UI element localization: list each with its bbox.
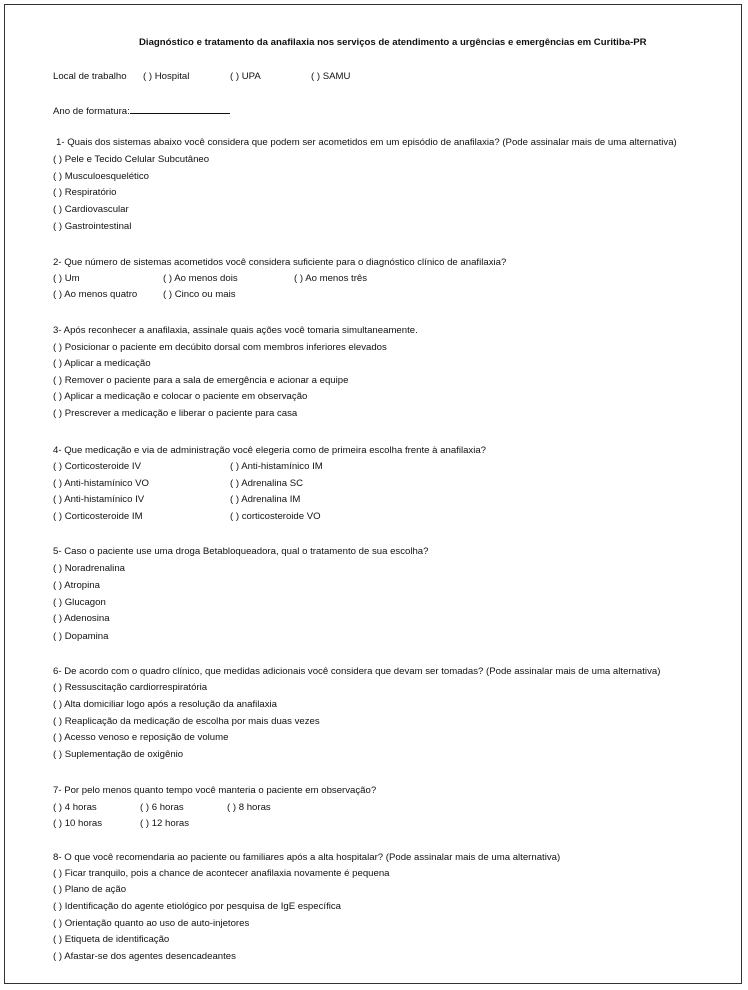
question-7: 7- Por pelo menos quanto tempo você manteria o paciente em observação? — [53, 785, 377, 796]
q2-option[interactable]: ( ) Um — [53, 273, 80, 284]
graduation-field[interactable] — [53, 104, 230, 118]
workplace-option-samu[interactable]: ( ) SAMU — [311, 71, 351, 82]
q8-option[interactable]: ( ) Orientação quanto ao uso de auto-injetores — [53, 918, 250, 929]
q1-option[interactable]: ( ) Musculoesquelético — [53, 171, 149, 182]
q6-option[interactable]: ( ) Suplementação de oxigênio — [53, 749, 184, 760]
question-1: 1- Quais dos sistemas abaixo você considera que podem ser acometidos em um episódio de anafilaxia? (Pode assinalar mais de uma alternativa) — [56, 137, 677, 148]
q6-option[interactable]: ( ) Alta domiciliar logo após a resolução da anafilaxia — [53, 699, 277, 710]
question-4: 4- Que medicação e via de administração você elegeria como de primeira escolha frente à anafilaxia? — [53, 445, 487, 456]
workplace-option-upa[interactable]: ( ) UPA — [230, 71, 261, 82]
q1-option[interactable]: ( ) Cardiovascular — [53, 204, 129, 215]
q5-option[interactable]: ( ) Noradrenalina — [53, 563, 125, 574]
question-6: 6- De acordo com o quadro clínico, que medidas adicionais você considera que devam ser tomadas? (Pode assinalar mais de uma alternativa) — [53, 666, 661, 677]
q8-option[interactable]: ( ) Plano de ação — [53, 884, 127, 895]
q4-option[interactable]: ( ) corticosteroide VO — [230, 511, 321, 522]
q6-option[interactable]: ( ) Reaplicação da medicação de escolha por mais duas vezes — [53, 716, 320, 727]
q3-option[interactable]: ( ) Aplicar a medicação — [53, 358, 151, 369]
q3-option[interactable]: ( ) Remover o paciente para a sala de emergência e acionar a equipe — [53, 375, 349, 386]
q2-option[interactable]: ( ) Ao menos dois — [163, 273, 238, 284]
graduation-label: Ano de formatura: — [53, 106, 130, 117]
q8-option[interactable]: ( ) Afastar-se dos agentes desencadeantes — [53, 951, 236, 962]
q2-option[interactable]: ( ) Ao menos três — [294, 273, 368, 284]
graduation-blank[interactable] — [130, 104, 230, 114]
q7-option[interactable]: ( ) 4 horas — [53, 802, 97, 813]
q3-option[interactable]: ( ) Prescrever a medicação e liberar o paciente para casa — [53, 408, 298, 419]
q8-option[interactable]: ( ) Ficar tranquilo, pois a chance de acontecer anafilaxia novamente é pequena — [53, 868, 390, 879]
q4-option[interactable]: ( ) Corticosteroide IM — [53, 511, 143, 522]
q7-option[interactable]: ( ) 6 horas — [140, 802, 184, 813]
q5-option[interactable]: ( ) Atropina — [53, 580, 100, 591]
question-2: 2- Que número de sistemas acometidos você considera suficiente para o diagnóstico clínico de anafilaxia? — [53, 257, 507, 268]
q3-option[interactable]: ( ) Aplicar a medicação e colocar o paciente em observação — [53, 391, 308, 402]
q1-option[interactable]: ( ) Respiratório — [53, 187, 117, 198]
q4-option[interactable]: ( ) Adrenalina IM — [230, 494, 301, 505]
q4-option[interactable]: ( ) Anti-histamínico IV — [53, 494, 145, 505]
q7-option[interactable]: ( ) 10 horas — [53, 818, 103, 829]
q1-option[interactable]: ( ) Pele e Tecido Celular Subcutâneo — [53, 154, 210, 165]
question-8: 8- O que você recomendaria ao paciente ou familiares após a alta hospitalar? (Pode assinalar mais de uma alternativa) — [53, 852, 561, 863]
q4-option[interactable]: ( ) Corticosteroide IV — [53, 461, 141, 472]
q4-option[interactable]: ( ) Adrenalina SC — [230, 478, 304, 489]
q6-option[interactable]: ( ) Acesso venoso e reposição de volume — [53, 732, 229, 743]
q4-option[interactable]: ( ) Anti-histamínico VO — [53, 478, 149, 489]
q2-option[interactable]: ( ) Cinco ou mais — [163, 289, 236, 300]
q2-option[interactable]: ( ) Ao menos quatro — [53, 289, 138, 300]
question-5: 5- Caso o paciente use uma droga Betabloqueadora, qual o tratamento de sua escolha? — [53, 546, 429, 557]
q5-option[interactable]: ( ) Adenosina — [53, 613, 110, 624]
q8-option[interactable]: ( ) Identificação do agente etiológico por pesquisa de IgE específica — [53, 901, 341, 912]
q3-option[interactable]: ( ) Posicionar o paciente em decúbito dorsal com membros inferiores elevados — [53, 342, 387, 353]
q7-option[interactable]: ( ) 12 horas — [140, 818, 190, 829]
workplace-label: Local de trabalho — [53, 71, 127, 82]
document-title: Diagnóstico e tratamento da anafilaxia nos serviços de atendimento a urgências e emergências em Curitiba-PR — [139, 37, 647, 48]
q5-option[interactable]: ( ) Dopamina — [53, 631, 109, 642]
q1-option[interactable]: ( ) Gastrointestinal — [53, 221, 132, 232]
q6-option[interactable]: ( ) Ressuscitação cardiorrespiratória — [53, 682, 208, 693]
q7-option[interactable]: ( ) 8 horas — [227, 802, 271, 813]
q4-option[interactable]: ( ) Anti-histamínico IM — [230, 461, 323, 472]
question-3: 3- Após reconhecer a anafilaxia, assinale quais ações você tomaria simultaneamente. — [53, 325, 418, 336]
workplace-option-hospital[interactable]: ( ) Hospital — [143, 71, 190, 82]
q5-option[interactable]: ( ) Glucagon — [53, 597, 106, 608]
q8-option[interactable]: ( ) Etiqueta de identificação — [53, 934, 170, 945]
